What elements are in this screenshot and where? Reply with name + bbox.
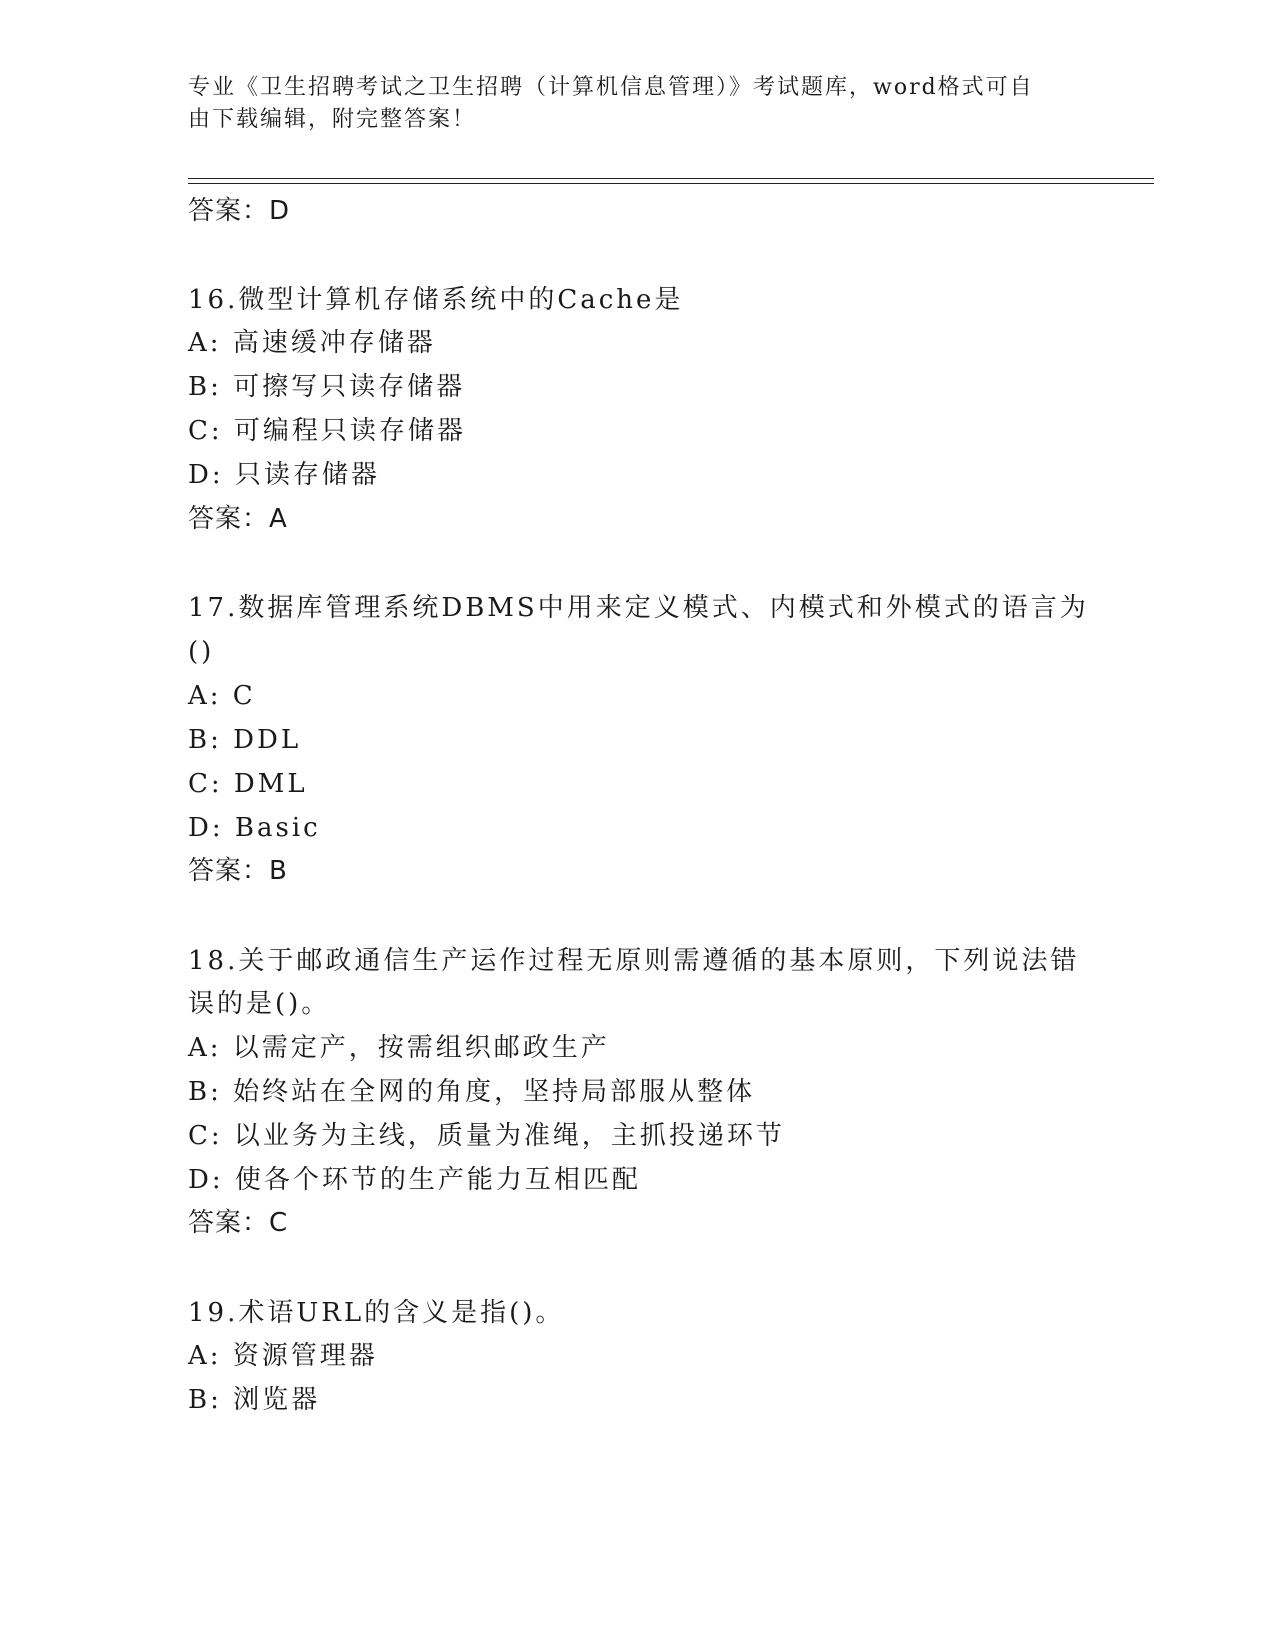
q18-option-c: C: 以业务为主线，质量为准绳，主抓投递环节 [188, 1121, 785, 1151]
q19-option-a: A: 资源管理器 [188, 1341, 378, 1371]
answer-17: 答案：B [188, 856, 288, 886]
header-line-2: 由下载编辑，附完整答案！ [188, 107, 477, 132]
q18-option-a: A: 以需定产，按需组织邮政生产 [188, 1033, 610, 1063]
page-header [188, 72, 1068, 136]
q17-option-d: D: Basic [188, 813, 321, 843]
header-divider-top [188, 178, 1154, 179]
q19-option-b: B: 浏览器 [188, 1385, 321, 1415]
q18-option-b: B: 始终站在全网的角度，坚持局部服从整体 [188, 1077, 756, 1107]
question-17-line-2: () [188, 637, 215, 667]
q16-option-c: C: 可编程只读存储器 [188, 416, 466, 446]
answer-15: 答案：D [188, 196, 291, 226]
q17-option-a: A: C [188, 681, 256, 711]
q16-option-b: B: 可擦写只读存储器 [188, 372, 466, 402]
q16-option-a: A: 高速缓冲存储器 [188, 328, 436, 358]
answer-16: 答案：A [188, 504, 288, 534]
header-line-1: 专业《卫生招聘考试之卫生招聘（计算机信息管理）》考试题库，word格式可自 [188, 75, 1034, 100]
question-16: 16.微型计算机存储系统中的Cache是 [188, 285, 684, 315]
q18-option-d: D: 使各个环节的生产能力互相匹配 [188, 1165, 641, 1195]
question-19: 19.术语URL的含义是指()。 [188, 1298, 565, 1328]
header-divider-bottom [188, 183, 1154, 184]
question-18-line-2: 误的是()。 [188, 989, 331, 1019]
q17-option-c: C: DML [188, 769, 308, 799]
question-18-line-1: 18.关于邮政通信生产运作过程无原则需遵循的基本原则，下列说法错 [188, 946, 1080, 976]
q16-option-d: D: 只读存储器 [188, 460, 380, 490]
answer-18: 答案：C [188, 1208, 289, 1238]
question-17-line-1: 17.数据库管理系统DBMS中用来定义模式、内模式和外模式的语言为 [188, 593, 1089, 623]
q17-option-b: B: DDL [188, 725, 302, 755]
